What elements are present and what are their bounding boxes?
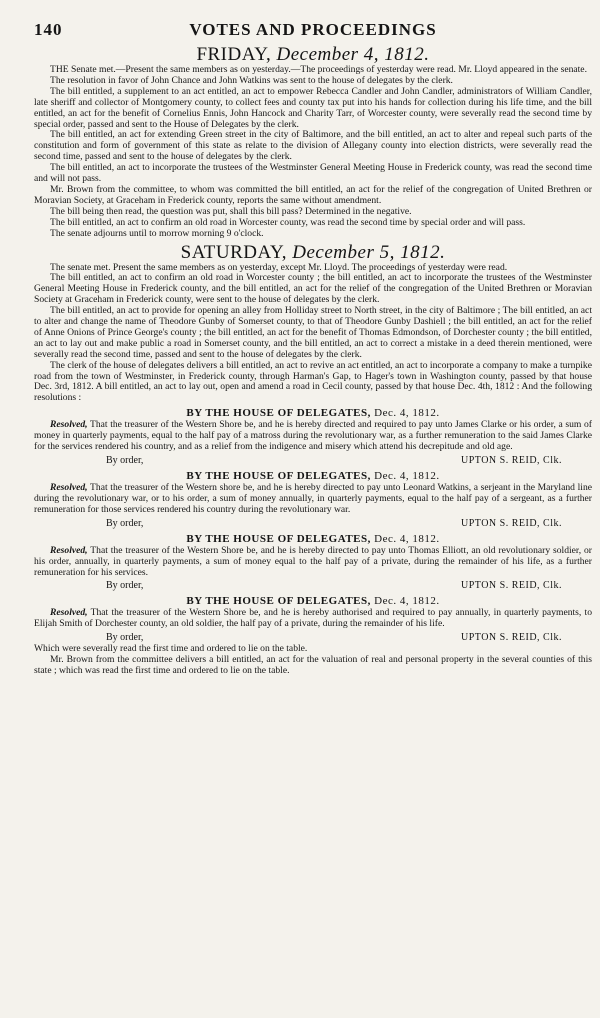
clerk-signature: UPTON S. REID, Clk. (461, 517, 562, 529)
friday-heading (34, 44, 592, 65)
resolved-keyword: Resolved, (50, 482, 88, 493)
clerk-signature: UPTON S. REID, Clk. (461, 632, 562, 644)
resolution-text (34, 483, 592, 516)
page-number: 140 (34, 20, 63, 39)
saturday-heading (34, 242, 592, 263)
by-order: By order, (106, 580, 144, 592)
resolution-heading-text: BY THE HOUSE OF DELEGATES, (186, 532, 371, 545)
resolved-keyword: Resolved, (50, 419, 88, 431)
saturday-paragraph: The senate met. Present the same members as on yesterday, except Mr. Lloyd. The proceedings of yesterday were read. (50, 261, 508, 273)
friday-paragraph: The bill entitled, an act to confirm an old road in Worcester county, was read the second time by special order and will pass. (50, 216, 526, 228)
clerk-signature: UPTON S. REID, Clk. (461, 580, 562, 592)
friday-paragraph: The bill entitled, a supplement to an act entitled, an act to empower Rebecca Candler and John Candler, administrators of William Candler, late sheriff and collector of Montgomery county, to collect fees and county tax put into his hands for collection during his life time, and the bill entitled, an act for the benefit of Cornelius Ennis, John Hancock and Charity Tarr, of Worcester county, were severally read the second time by special order, passed and sent to the House of Delegates by the clerk. (34, 85, 592, 130)
closing-paragraph: Mr. Brown from the committee delivers a bill entitled, an act for the valuation of real and personal property in the several counties of this state ; which was read the first time and ordered to lie on the table. (34, 654, 592, 677)
signature-line (34, 580, 592, 592)
resolution-text (34, 420, 592, 453)
resolution-body: That the treasurer of the Western shore be, and he is hereby directed to pay unto Leonard Watkins, a serjeant in the Maryland line during the revolutionary war, or to his order, a sum of money annually, in quarterly payments, equal to the half pay of a sergeant, as a further remuneration for those services rendered his country during the revolutionary war. (34, 482, 592, 515)
friday-paragraph: Mr. Brown from the committee, to whom was committed the bill entitled, an act for the relief of the congregation of United Brethren or Moravian Society, at Graceham in Frederick county, reports the same without amendment. (34, 183, 592, 206)
resolution-body: That the treasurer of the Western Shore be, and he is hereby directed to pay unto Thomas Elliott, an old revolutionary soldier, or his order, annually, in quarterly payments, a sum of money equal to the half pay of a private, during the remainder of his life, as a further remuneration for his services. (34, 544, 592, 578)
resolution-date: Dec. 4, 1812. (374, 407, 440, 420)
clerk-signature: UPTON S. REID, Clk. (461, 455, 562, 466)
friday-paragraph: The resolution in favor of John Chance and John Watkins was sent to the house of delegates by the clerk. (50, 74, 453, 86)
friday-day: FRIDAY, (196, 44, 272, 65)
friday-paragraph: The bill being then read, the question was put, shall this bill pass? Determined in the negative. (50, 205, 412, 217)
resolution-date: Dec. 4, 1812. (374, 595, 440, 608)
resolution-text (34, 608, 592, 630)
by-order: By order, (106, 517, 144, 529)
running-head (34, 20, 592, 42)
saturday-paragraph: The bill entitled, an act to provide for opening an alley from Holliday street to North street, in the city of Baltimore ; The bill entitled, an act to alter and change the name of Theodore Gunby of Somerset county, to that of Theodore Gunby Dashiell ; the bill entitled, an act for the relief of Anne Onions of Prince George's county ; the bill entitled, an act for the benefit of Thomas Edmondson, of Dorchester county ; the bill entitled, an act to lay out and make public a road in Somerset county, and the bill entitled, an act to correct a mistake in a deed therein mentioned, were severally read the second time, passed and sent to the house of delegates by the clerk. (34, 305, 592, 360)
resolution-date: Dec. 4, 1812. (374, 532, 440, 545)
saturday-date: December 5, 1812. (292, 241, 446, 263)
saturday-paragraph: The bill entitled, an act to confirm an old road in Worcester county ; the bill entitled, an act to incorporate the trustees of the Westminster General Meeting House in Frederick county, and the bill entitled, an act for the relief of the congregation of the United Brethren or Moravian Society at Graceham in Frederick county, were sent to the house of delegates by the clerk. (34, 272, 592, 306)
resolution-heading-text: BY THE HOUSE OF DELEGATES, (186, 407, 371, 420)
saturday-day: SATURDAY, (180, 241, 288, 263)
closing-paragraph: Which were severally read the first time and ordered to lie on the table. (34, 643, 308, 655)
friday-paragraph: The bill entitled, an act for extending Green street in the city of Baltimore, and the bill entitled, an act to alter and repeal such parts of the constitution and form of government of this state as relate to the division of Allegany county into election districts, were severally read the second time, passed and sent to the house of delegates by the clerk. (34, 129, 592, 163)
resolution-date: Dec. 4, 1812. (374, 470, 440, 482)
signature-line (34, 455, 592, 467)
friday-paragraph: The bill entitled, an act to incorporate the trustees of the Westminster General Meeting House in Frederick county, was read the second time and will not pass. (34, 162, 592, 185)
signature-line (34, 632, 592, 644)
resolution-heading-text: BY THE HOUSE OF DELEGATES, (186, 595, 371, 608)
signature-line (34, 518, 592, 530)
friday-date: December 4, 1812. (276, 44, 430, 65)
running-title: VOTES AND PROCEEDINGS (189, 20, 437, 39)
resolution-body: That the treasurer of the Western Shore be, and he is hereby directed and required to pay unto James Clarke or his order, a sum of money in quarterly payments, equal to the half pay of a matross during the revolutionary war, as a further remuneration to the said James Clarke for the services rendered his country, and as a relief from the indigence and misery which attend his decrepitude and old age. (34, 419, 592, 453)
by-order: By order, (106, 632, 144, 644)
resolved-keyword: Resolved, (50, 607, 88, 619)
resolution-body: That the treasurer of the Western Shore be, and he is hereby authorised and required to pay annually, in quarterly payments, to Elijah Smith of Dorchester county, an old soldier, the half pay of a private, during the remainder of his life. (34, 607, 592, 630)
resolved-keyword: Resolved, (50, 544, 88, 556)
by-order: By order, (106, 455, 144, 466)
friday-paragraph: The senate adjourns until to morrow morning 9 o'clock. (50, 227, 264, 239)
saturday-paragraph: The clerk of the house of delegates delivers a bill entitled, an act to revive an act entitled, an act to incorporate a company to make a turnpike road from the town of Westminster, in Frederick county, through Harman's Gap, to Hager's town in Washington county, passed by that house Dec. 3rd, 1812. A bill entitled, an act to lay out, open and amend a road in Cecil county, passed by that house Dec. 4th, 1812 : And the following resolutions : (34, 359, 592, 404)
resolution-text (34, 546, 592, 579)
resolution-heading-text: BY THE HOUSE OF DELEGATES, (186, 470, 371, 482)
friday-paragraph: THE Senate met.—Present the same members as on yesterday.—The proceedings of yesterday were read. Mr. Lloyd appeared in the senate. (50, 64, 587, 75)
